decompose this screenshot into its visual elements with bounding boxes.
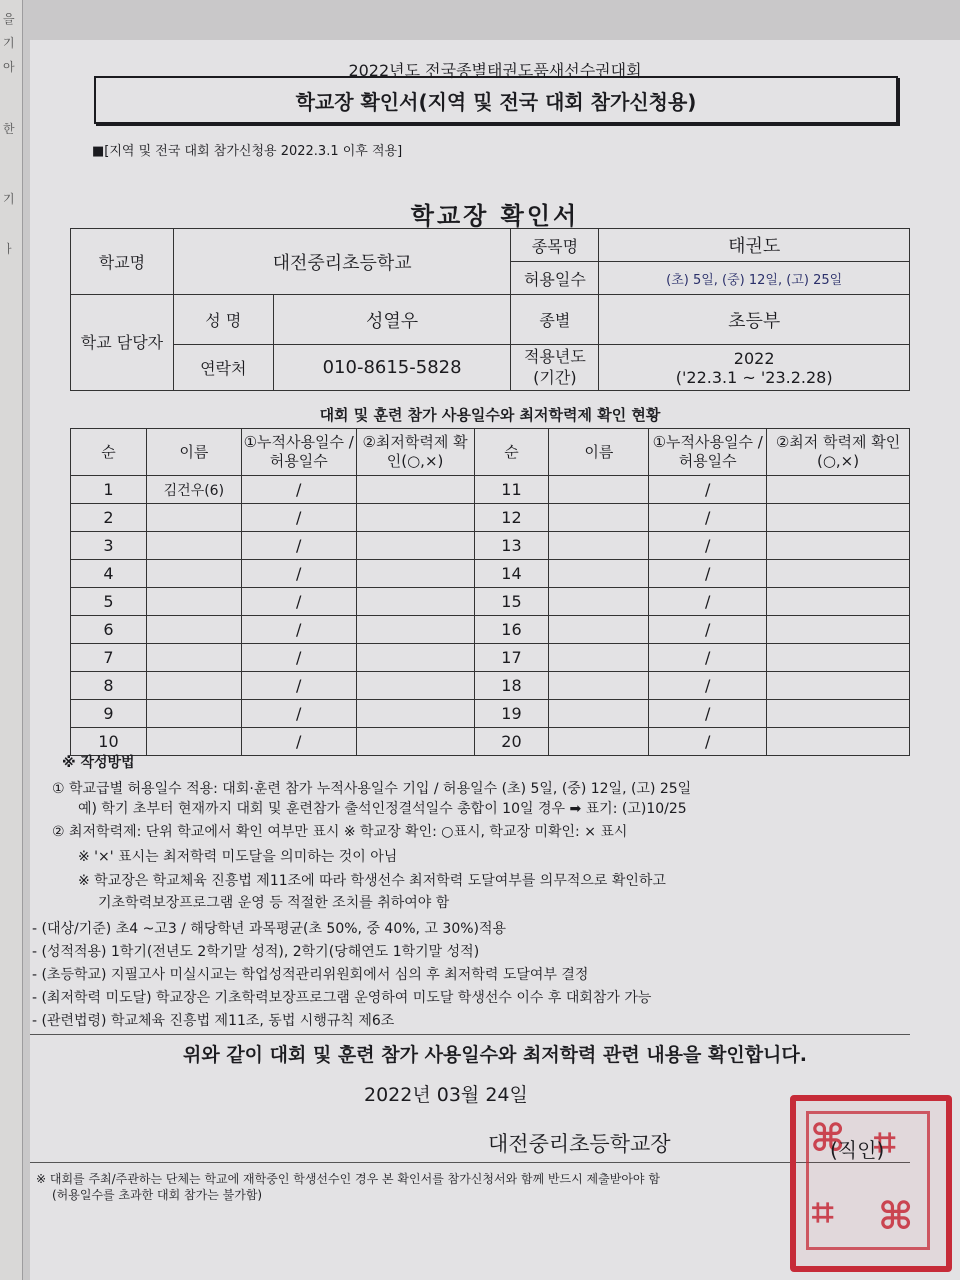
row-name — [549, 644, 649, 672]
allowed-label: 허용일수 — [511, 262, 599, 295]
note-line: - (대상/기준) 초4 ~고3 / 해당학년 과목평균(초 50%, 중 40%, 고 30%)적용 — [32, 921, 507, 937]
footer-note-2: (허용일수를 초과한 대회 참가는 불가함) — [52, 1188, 263, 1202]
row-name — [146, 532, 241, 560]
year-value: 2022 — [733, 348, 775, 368]
row-name — [146, 504, 241, 532]
row-name — [146, 560, 241, 588]
row-no: 3 — [71, 532, 147, 560]
row-no: 19 — [474, 700, 549, 728]
row-name — [549, 504, 649, 532]
row-no: 11 — [474, 476, 549, 504]
row-no: 16 — [474, 616, 549, 644]
row-no: 9 — [71, 700, 147, 728]
row-no: 13 — [474, 532, 549, 560]
row-check — [767, 532, 910, 560]
row-check — [356, 644, 474, 672]
row-name — [549, 672, 649, 700]
row-days: / — [241, 672, 356, 700]
row-days: / — [241, 532, 356, 560]
row-days: / — [649, 504, 767, 532]
row-check — [767, 644, 910, 672]
contact-value: 010-8615-5828 — [273, 345, 511, 391]
row-check — [767, 588, 910, 616]
row-check — [767, 476, 910, 504]
row-days: / — [241, 700, 356, 728]
row-check — [356, 672, 474, 700]
col-name-left: 이름 — [146, 429, 241, 476]
row-name — [146, 728, 241, 756]
table-row — [71, 476, 910, 504]
table-row — [71, 616, 910, 644]
table-row — [71, 728, 910, 756]
row-no: 2 — [71, 504, 147, 532]
divider-line — [30, 1034, 910, 1035]
table-row — [71, 588, 910, 616]
row-no: 14 — [474, 560, 549, 588]
note-line: ① 학교급별 허용일수 적용: 대회·훈련 참가 누적사용일수 기입 / 허용일수 (초) 5일, (중) 12일, (고) 25일 — [52, 781, 692, 797]
note-line: 기초학력보장프로그램 운영 등 적절한 조치를 취하여야 함 — [98, 895, 450, 911]
table-row — [71, 700, 910, 728]
row-check — [356, 504, 474, 532]
note-line: - (관련법령) 학교체육 진흥법 제11조, 동법 시행규칙 제6조 — [32, 1013, 395, 1029]
row-days: / — [649, 644, 767, 672]
row-check — [767, 504, 910, 532]
notes-heading: ※ 작성방법 — [62, 755, 135, 771]
note-line: ※ '×' 표시는 최저학력 미도달을 의미하는 것이 아님 — [78, 849, 398, 865]
row-name — [549, 532, 649, 560]
seal-glyph: ⌗ — [812, 1189, 834, 1234]
row-no: 17 — [474, 644, 549, 672]
row-days: / — [649, 560, 767, 588]
document-sheet — [30, 40, 960, 1280]
seal-label: (직인) — [830, 1138, 885, 1162]
row-name — [146, 588, 241, 616]
sport-label: 종목명 — [511, 229, 599, 262]
row-name — [146, 700, 241, 728]
allowed-value: (초) 5일, (중) 12일, (고) 25일 — [599, 262, 910, 295]
col-check-right: ②최저 학력제 확인(○,×) — [767, 429, 910, 476]
box-title: 학교장 확인서(지역 및 전국 대회 참가신청용) — [295, 89, 697, 114]
row-days: / — [241, 560, 356, 588]
usage-section-title: 대회 및 훈련 참가 사용일수와 최저학력제 확인 현황 — [319, 406, 661, 424]
table-row — [71, 532, 910, 560]
row-no: 5 — [71, 588, 147, 616]
row-name — [549, 588, 649, 616]
row-days: / — [241, 616, 356, 644]
row-no: 15 — [474, 588, 549, 616]
row-days: / — [649, 588, 767, 616]
row-check — [767, 700, 910, 728]
row-check — [356, 532, 474, 560]
event-title: 2022년도 전국종별태권도품새선수권대회 — [348, 61, 642, 80]
col-days-left: ①누적사용일수 /허용일수 — [241, 429, 356, 476]
col-no-left: 순 — [71, 429, 147, 476]
row-check — [356, 616, 474, 644]
row-no: 4 — [71, 560, 147, 588]
note-line: ② 최저학력제: 단위 학교에서 확인 여부만 표시 ※ 학교장 확인: ○표시, 학교장 미확인: × 표시 — [52, 824, 628, 840]
row-days: / — [241, 728, 356, 756]
row-check — [767, 672, 910, 700]
col-no-right: 순 — [474, 429, 549, 476]
row-days: / — [649, 476, 767, 504]
note-line: ※ 학교장은 학교체육 진흥법 제11조에 따라 학생선수 최저학력 도달여부를 의무적으로 확인하고 — [78, 873, 666, 889]
year-label: 적용년도 (기간) — [511, 345, 599, 391]
row-check — [767, 616, 910, 644]
row-days: / — [649, 728, 767, 756]
row-check — [356, 700, 474, 728]
row-days: / — [649, 700, 767, 728]
row-name — [549, 476, 649, 504]
col-check-left: ②최저학력제 확인(○,×) — [356, 429, 474, 476]
row-name — [146, 616, 241, 644]
table-row — [71, 560, 910, 588]
period-value: ('22.3.1 ~ '23.2.28) — [675, 367, 833, 387]
row-days: / — [649, 672, 767, 700]
document-title-box — [94, 76, 898, 124]
seal-glyph: ⌗ — [874, 1119, 896, 1164]
category-label: 종별 — [511, 295, 599, 345]
row-name — [146, 672, 241, 700]
contact-label: 연락처 — [173, 345, 273, 391]
official-seal — [790, 1095, 952, 1272]
row-name — [146, 644, 241, 672]
row-check — [356, 588, 474, 616]
row-days: / — [649, 532, 767, 560]
staff-label: 학교 담당자 — [71, 295, 174, 391]
doc-title: 학교장 확인서 — [410, 202, 580, 230]
row-days: / — [241, 504, 356, 532]
row-days: / — [241, 644, 356, 672]
info-table — [70, 228, 910, 391]
subnote: ■[지역 및 전국 대회 참가신청용 2022.3.1 이후 적용] — [92, 144, 403, 159]
table-row — [71, 644, 910, 672]
usage-table — [70, 428, 910, 756]
principal-name: 대전중리초등학교장 — [488, 1132, 671, 1156]
row-check — [767, 728, 910, 756]
school-label: 학교명 — [71, 229, 174, 295]
row-no: 20 — [474, 728, 549, 756]
row-no: 10 — [71, 728, 147, 756]
row-no: 8 — [71, 672, 147, 700]
year-cell — [599, 345, 910, 391]
row-check — [356, 560, 474, 588]
note-line: - (성적적용) 1학기(전년도 2학기말 성적), 2학기(당해연도 1학기말 성적) — [32, 944, 480, 960]
note-line: - (최저학력 미도달) 학교장은 기초학력보장프로그램 운영하여 미도달 학생선수 이수 후 대회참가 가능 — [32, 990, 652, 1006]
name-label: 성 명 — [173, 295, 273, 345]
note-line: - (초등학교) 지필고사 미실시교는 학업성적관리위원회에서 심의 후 최저학력 도달여부 결정 — [32, 967, 589, 983]
row-no: 18 — [474, 672, 549, 700]
school-value: 대전중리초등학교 — [173, 229, 511, 295]
row-name: 김건우(6) — [146, 476, 241, 504]
row-days: / — [241, 476, 356, 504]
row-name — [549, 700, 649, 728]
note-line: 예) 학기 초부터 현재까지 대회 및 훈련참가 출석인정결석일수 총합이 10일 경우 ➡ 표기: (고)10/25 — [78, 801, 687, 817]
row-days: / — [649, 616, 767, 644]
row-check — [767, 560, 910, 588]
confirm-date: 2022년 03월 24일 — [364, 1084, 528, 1106]
row-no: 1 — [71, 476, 147, 504]
usage-header-row — [71, 429, 910, 476]
col-days-right: ①누적사용일수 /허용일수 — [649, 429, 767, 476]
seal-glyph: ⌘ — [810, 1115, 846, 1160]
row-name — [549, 728, 649, 756]
seal-glyph: ⌘ — [878, 1193, 914, 1238]
footer-divider — [30, 1162, 910, 1163]
confirm-statement: 위와 같이 대회 및 훈련 참가 사용일수와 최저학력 관련 내용을 확인합니다. — [183, 1044, 807, 1066]
row-no: 6 — [71, 616, 147, 644]
row-no: 12 — [474, 504, 549, 532]
category-value: 초등부 — [599, 295, 910, 345]
row-days: / — [241, 588, 356, 616]
col-name-right: 이름 — [549, 429, 649, 476]
sport-value: 태권도 — [599, 229, 910, 262]
adjacent-page-edge: 을 기 아 한 기 ㅏ — [0, 0, 23, 1280]
footer-note: ※ 대회를 주최/주관하는 단체는 학교에 재학중인 학생선수인 경우 본 확인서를 참가신청서와 함께 반드시 제출받아야 함 — [36, 1172, 660, 1186]
row-name — [549, 560, 649, 588]
row-check — [356, 728, 474, 756]
row-name — [549, 616, 649, 644]
table-row — [71, 672, 910, 700]
table-row — [71, 504, 910, 532]
row-check — [356, 476, 474, 504]
name-value: 성열우 — [273, 295, 511, 345]
row-no: 7 — [71, 644, 147, 672]
